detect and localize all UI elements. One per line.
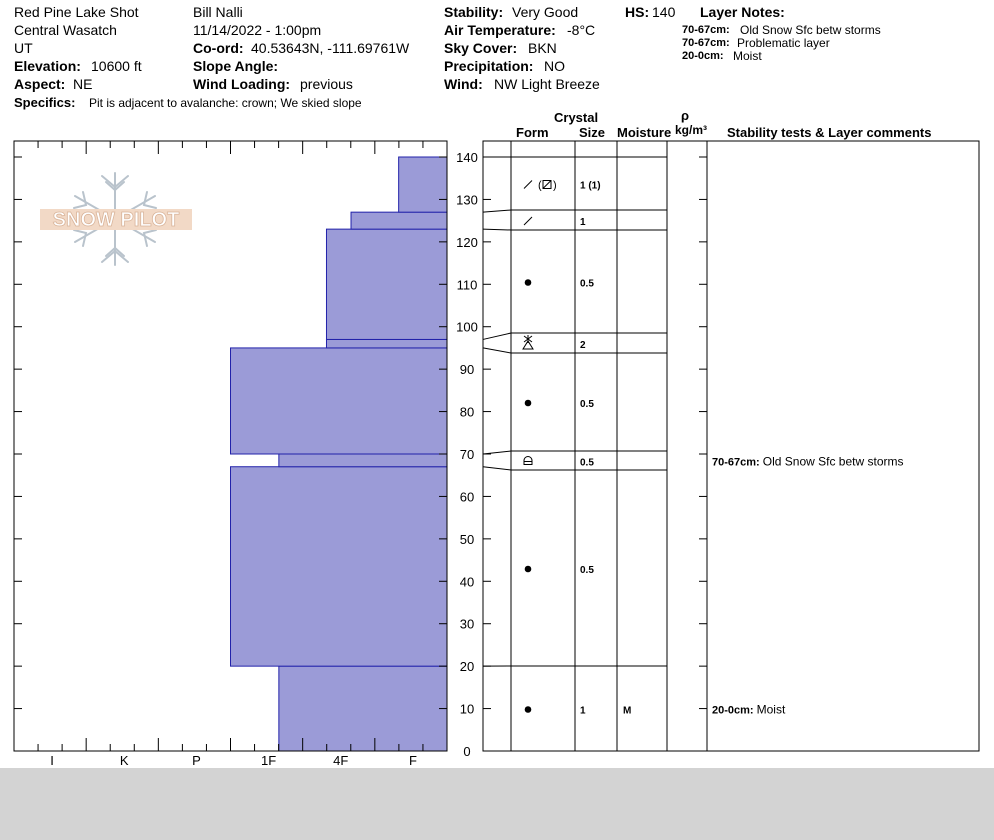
x-tick-label: 4F <box>333 753 349 768</box>
layer-notes-label: Layer Notes: <box>700 4 785 20</box>
observation-datetime: 11/14/2022 - 1:00pm <box>193 22 322 38</box>
logo-text: SNOW PILOT <box>52 209 180 231</box>
hardness-bar <box>231 348 448 454</box>
layer-comment-text: Old Snow Sfc betw storms <box>762 454 904 469</box>
stability-label: Stability: <box>444 4 504 20</box>
hardness-bar <box>399 157 447 212</box>
star-icon <box>524 335 532 343</box>
hardness-bar <box>279 666 447 751</box>
x-tick-label: I <box>50 753 54 768</box>
layer-note-text: Problematic layer <box>737 36 830 50</box>
size-header: Size <box>579 125 606 140</box>
air-temp-label: Air Temperature: <box>444 22 556 38</box>
slash-icon <box>524 181 532 189</box>
y-tick-label: 100 <box>456 319 478 335</box>
specifics-label: Specifics: <box>14 95 76 110</box>
hardness-bar <box>326 339 447 347</box>
sky-cover-label: Sky Cover: <box>444 40 518 56</box>
layer-panel <box>483 141 979 751</box>
y-tick-label: 40 <box>459 574 475 590</box>
air-temp-value: -8°C <box>567 22 596 38</box>
slope-label: Slope Angle: <box>193 58 279 74</box>
y-tick-label: 80 <box>459 404 475 420</box>
hardness-bar <box>231 467 448 666</box>
grain-form-precip-particle-icon <box>524 217 532 225</box>
aspect-value: NE <box>73 76 93 92</box>
hs-label: HS: <box>625 4 650 20</box>
layer-note-range: 70-67cm: <box>682 24 730 36</box>
hardness-bar <box>351 212 447 229</box>
x-tick-label: F <box>408 753 417 768</box>
x-tick-label: K <box>119 753 129 768</box>
layer-note-text: Old Snow Sfc betw storms <box>740 23 881 37</box>
density-symbol: ρ <box>681 108 690 123</box>
grain-size-label: 2 <box>580 340 586 351</box>
grain-form-rounded-grain-icon <box>525 566 532 573</box>
grain-form-rounded-grain-icon <box>525 706 532 713</box>
layer-note-range: 70-67cm: <box>682 37 730 49</box>
coord-label: Co-ord: <box>193 40 244 56</box>
grain-size-label: 0.5 <box>580 399 594 410</box>
range-name: Central Wasatch <box>14 22 117 38</box>
grain-form-faceted-rounded-icon <box>524 457 532 465</box>
grain-form-rounded-grain-icon <box>525 400 532 407</box>
y-tick-label: 120 <box>456 234 478 250</box>
rounded-grain-icon <box>525 706 532 713</box>
moisture-label: M <box>623 705 632 717</box>
snowpilot-logo <box>40 173 192 265</box>
paren-open-icon: ( <box>538 179 542 192</box>
grain-form-precip-particle-plate-icon <box>524 180 557 192</box>
comments-header: Stability tests & Layer comments <box>727 125 932 140</box>
paren-close-icon: ) <box>553 179 557 192</box>
grain-form-rounded-grain-icon <box>525 279 532 286</box>
state-name: UT <box>14 40 33 56</box>
moisture-header: Moisture <box>617 125 672 140</box>
rounded-grain-icon <box>525 279 532 286</box>
grain-size-label: 0.5 <box>580 278 594 290</box>
hardness-bar <box>279 454 447 467</box>
precipitation-label: Precipitation: <box>444 58 534 74</box>
precipitation-value: NO <box>544 58 565 74</box>
rounded-grain-icon <box>525 566 532 573</box>
slash-icon <box>524 217 532 225</box>
layer-comment <box>712 703 786 717</box>
aspect-label: Aspect: <box>14 76 66 92</box>
stability-value: Very Good <box>512 4 579 20</box>
elevation-value: 10600 ft <box>91 58 142 74</box>
x-tick-label: 1F <box>260 753 277 768</box>
y-tick-label: 140 <box>456 150 478 165</box>
grain-size-label: 1 <box>580 217 586 228</box>
hs-value: 140 <box>652 4 676 20</box>
form-header: Form <box>516 125 549 140</box>
y-tick-label: 130 <box>456 192 478 208</box>
y-tick-label: 60 <box>459 489 475 505</box>
y-tick-label: 110 <box>456 277 478 293</box>
y-tick-label: 20 <box>459 659 475 675</box>
wind-loading-value: previous <box>300 76 353 92</box>
layer-comment-text: Moist <box>756 702 786 717</box>
y-tick-label: 30 <box>459 616 475 632</box>
hardness-panel <box>14 141 478 768</box>
faceted-rounded-icon <box>524 457 532 465</box>
wind-value: NW Light Breeze <box>494 76 600 92</box>
grain-size-label: 0.5 <box>580 565 594 576</box>
y-tick-label: 50 <box>459 531 475 547</box>
layer-comment-range: 20-0cm: <box>712 704 757 717</box>
rounded-grain-icon <box>525 400 532 407</box>
layer-note-text: Moist <box>733 49 762 63</box>
wind-label: Wind: <box>444 76 483 92</box>
elevation-label: Elevation: <box>14 58 81 74</box>
coord-value: 40.53643N, -111.69761W <box>251 40 410 56</box>
hardness-bar <box>326 229 447 339</box>
location-name: Red Pine Lake Shot <box>14 4 139 20</box>
layer-note-range: 20-0cm: <box>682 50 724 62</box>
layer-comment-range: 70-67cm: <box>712 456 763 469</box>
crystal-header: Crystal <box>554 110 599 125</box>
layer-comment <box>712 455 903 469</box>
observer-name: Bill Nalli <box>193 4 243 20</box>
grain-size-label: 1 <box>580 705 586 717</box>
grain-size-label: 1 (1) <box>580 180 601 192</box>
grain-form-decomposing-fragment-icon <box>523 335 533 349</box>
grain-size-label: 0.5 <box>580 457 594 469</box>
footer-area <box>0 768 994 840</box>
sky-cover-value: BKN <box>528 40 557 56</box>
plate-slash-icon <box>543 181 551 189</box>
layer-frame <box>483 141 979 751</box>
y-tick-label: 90 <box>459 362 475 378</box>
y-tick-label: 70 <box>459 447 475 462</box>
density-unit: kg/m³ <box>675 123 708 137</box>
y-tick-label: 10 <box>459 701 475 717</box>
wind-loading-label: Wind Loading: <box>193 76 291 92</box>
x-tick-label: P <box>192 753 201 768</box>
y-tick-label: 0 <box>463 744 471 759</box>
specifics-value: Pit is adjacent to avalanche: crown; We skied slope <box>89 96 362 110</box>
